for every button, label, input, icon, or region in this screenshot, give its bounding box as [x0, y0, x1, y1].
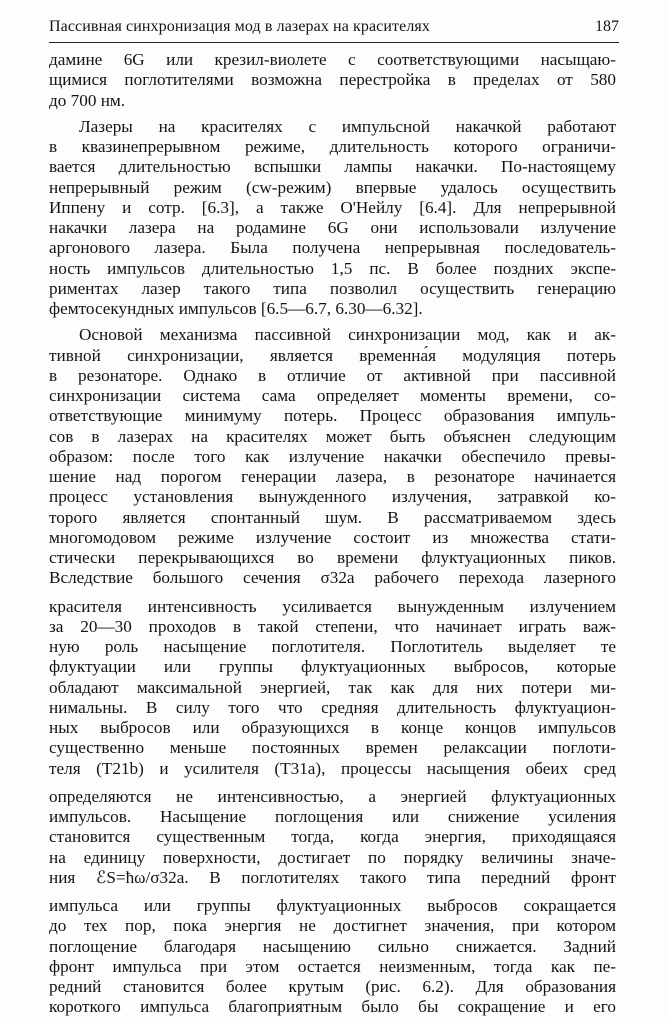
text-line: Вследствие большого сечения σ32a рабочего перехода лазерного [49, 568, 616, 588]
text-line: красителя интенсивность усиливается вынужденным излучением [49, 596, 616, 616]
text-line: Иппену и сотр. [6.3], а также О'Нейлу [6.4]. Для непрерывной [49, 197, 616, 217]
page-number: 187 [595, 18, 619, 35]
text-line: ную роль насыщение поглотителя. Поглотитель выделяет те [49, 637, 616, 656]
text-line: обладают максимальной энергией, так как для них потери ми- [49, 677, 616, 697]
text-line: становится существенным тогда, когда энергия, приходящаяся [49, 827, 616, 847]
text-line: в резонаторе. Однако в отличие от активной при пассивной [49, 365, 616, 385]
text-line: непрерывный режим (cw-режим) впервые удалось осуществить [49, 177, 616, 197]
text-line: фронт импульса при этом остается неизменным, тогда как пе- [49, 956, 616, 976]
text-line: Лазеры на красителях с импульсной накачкой работают [79, 116, 616, 136]
text-line: редний становится более крутым (рис. 6.2). Для образования [49, 977, 616, 996]
text-line: процесс установления вынужденного излучения, затравкой ко- [49, 487, 616, 507]
text-line: Основой механизма пассивной синхронизации мод, как и ак- [79, 325, 616, 345]
text-line: ния ℰS=ħω/σ32a. В поглотителях такого типа передний фронт [49, 867, 616, 887]
text-line: многомодовом режиме излучение состоит из множества стати- [49, 527, 616, 547]
text-line: нимальны. В силу того что средняя длительность флуктуацион- [49, 697, 616, 717]
text-line: стически перекрывающихся во времени флуктуационных пиков. [49, 548, 616, 567]
text-line: теля (T21b) и усилителя (T31a), процессы насыщения обеих сред [49, 758, 616, 778]
text-line: шение над порогом генерации лазера, в резонаторе начинается [49, 467, 616, 486]
text-line: вается длительностью вспышки лампы накачки. По-настоящему [49, 157, 616, 177]
text-line: существенно меньше постоянных времен релаксации поглоти- [49, 738, 616, 758]
page-body-text [49, 50, 616, 1018]
text-line: тивной синхронизации, является временна́я модуляция потерь [49, 345, 616, 365]
text-line: короткого импульса благоприятным было бы сокращение и его [49, 997, 616, 1017]
header-title: Пассивная синхронизация мод в лазерах на красителях [49, 18, 430, 35]
text-line: флуктуации или группы флуктуационных выбросов, которые [49, 657, 616, 677]
text-line: до 700 нм. [49, 90, 126, 110]
text-line: поглощение благодаря насыщению сильно снижается. Задний [49, 936, 616, 956]
text-line: дамине 6G или крезил-виолете с соответствующими насыщаю- [49, 50, 616, 69]
text-line: торого является спонтанный шум. В рассматриваемом здесь [49, 507, 616, 527]
running-header [49, 16, 619, 43]
text-line: за 20—30 проходов в такой степени, что начинает играть важ- [49, 616, 616, 636]
text-line: ность импульсов длительностью 1,5 пс. В более поздних экспе- [49, 258, 616, 278]
text-line: аргонового лазера. Была получена непрерывная последователь- [49, 238, 616, 258]
text-line: щимися поглотителями возможна перестройка в пределах от 580 [49, 70, 616, 90]
text-line: на единицу поверхности, достигает по порядку величины значе- [49, 847, 616, 867]
text-line: импульса или группы флуктуационных выбросов сокращается [49, 896, 616, 915]
text-line: импульсов. Насыщение поглощения или снижение усиления [49, 807, 616, 826]
text-line: в квазинепрерывном режиме, длительность которого ограничи- [49, 137, 616, 156]
text-line: синхронизации система сама определяет моменты времени, со- [49, 386, 616, 405]
text-line: до тех пор, пока энергия не достигнет значения, при котором [49, 916, 616, 936]
text-line: риментах лазер такого типа позволил осуществить генерацию [49, 278, 616, 298]
text-line: фемтосекундных импульсов [6.5—6.7, 6.30—6.32]. [49, 299, 423, 318]
text-line: сов в лазерах на красителях может быть объяснен следующим [49, 426, 616, 446]
text-line: образом: после того как излучение накачки обеспечило превы- [49, 446, 616, 466]
text-line: определяются не интенсивностью, а энергией флуктуационных [49, 786, 616, 806]
text-line: накачки лазера на родамине 6G они использовали излучение [49, 218, 616, 237]
text-line: ных выбросов или образующихся в конце концов импульсов [49, 718, 616, 737]
text-line: ответствующие минимуму потерь. Процесс образования импуль- [49, 406, 616, 426]
